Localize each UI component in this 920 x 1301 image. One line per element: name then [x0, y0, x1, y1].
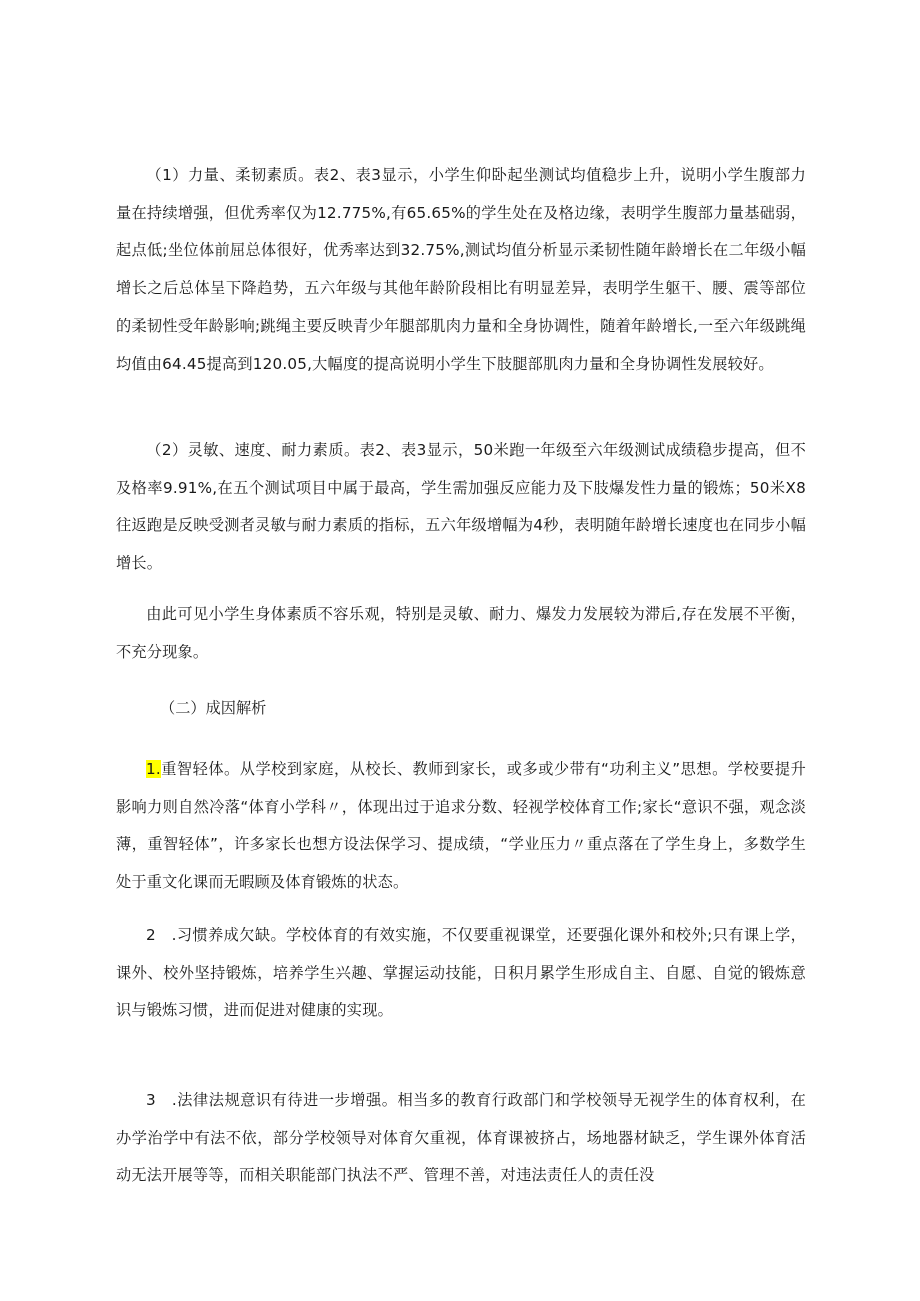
paragraph-cause-1	[116, 751, 806, 902]
paragraph-strength-flexibility	[116, 157, 806, 383]
section-heading-cause-analysis: （二）成因解析	[160, 699, 267, 717]
paragraph-text: （2）灵敏、速度、耐力素质。表2、表3显示，50米跑一年级至六年级测试成绩稳步提高，但不及格率9.91%,在五个测试项目中属于最高，学生需加强反应能力及下肢爆发性力量的锻炼；50米X8往返跑是反映受测者灵敏与耐力素质的指标，五六年级增幅为4秒，表明随年龄增长速度也在同步小幅增长。	[116, 441, 806, 573]
paragraph-text: 3 .法律法规意识有待进一步增强。相当多的教育行政部门和学校领导无视学生的体育权利，在办学治学中有法不依，部分学校领导对体育欠重视，体育课被挤占，场地器材缺乏，学生课外体育活动无法开展等等，而相关职能部门执法不严、管理不善，对违法责任人的责任没	[116, 1091, 806, 1185]
paragraph-conclusion	[116, 596, 806, 671]
paragraph-text: 重智轻体。从学校到家庭，从校长、教师到家长，或多或少带有“功利主义”思想。学校要提升影响力则自然冷落“体育小学科〃，体现出过于追求分数、轻视学校体育工作;家长“意识不强，观念淡薄，重智轻体”，许多家长也想方设法保学习、提成绩，“学业压力〃重点落在了学生身上，多数学生处于重文化课而无暇顾及体育锻炼的状态。	[116, 760, 806, 892]
paragraph-agility-speed-endurance	[116, 432, 806, 583]
paragraph-text: （1）力量、柔韧素质。表2、表3显示，小学生仰卧起坐测试均值稳步上升，说明小学生腹部力量在持续增强，但优秀率仅为12.775%,有65.65%的学生处在及格边缘，表明学生腹部力量基础弱，起点低;坐位体前屈总体很好，优秀率达到32.75%,测试均值分析显示柔韧性随年龄增长在二年级小幅增长之后总体呈下降趋势，五六年级与其他年龄阶段相比有明显差异，表明学生躯干、腰、震等部位的柔韧性受年龄影响;跳绳主要反映青少年腿部肌肉力量和全身协调性，随着年龄增长,一至六年级跳绳均值由64.45提高到120.05,大幅度的提高说明小学生下肢腿部肌肉力量和全身协调性发展较好。	[116, 166, 806, 373]
paragraph-text: 由此可见小学生身体素质不容乐观，特别是灵敏、耐力、爆发力发展较为滞后,存在发展不平衡，不充分现象。	[116, 605, 806, 661]
paragraph-cause-3	[116, 1082, 806, 1195]
highlighted-list-number: 1.	[146, 760, 161, 778]
paragraph-cause-2	[116, 917, 806, 1030]
paragraph-text: 2 .习惯养成欠缺。学校体育的有效实施，不仅要重视课堂，还要强化课外和校外;只有课上学，课外、校外坚持锻炼，培养学生兴趣、掌握运动技能，日积月累学生形成自主、自愿、自觉的锻炼意识与锻炼习惯，进而促进对健康的实现。	[116, 926, 806, 1020]
